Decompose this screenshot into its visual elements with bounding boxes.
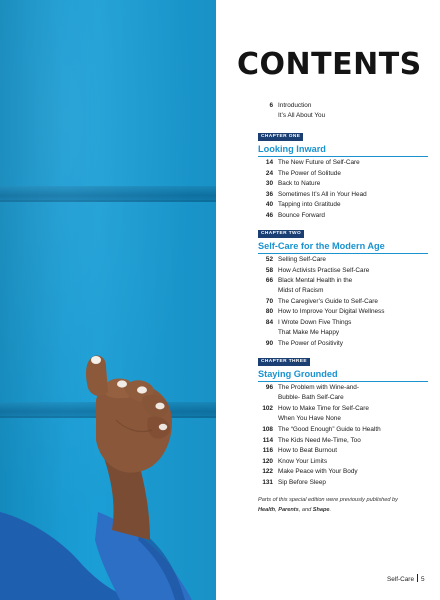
toc-entry[interactable] (258, 276, 428, 296)
toc-page-number: 46 (265, 211, 273, 219)
publication-name: Shape (312, 506, 330, 513)
hand-illustration (0, 0, 216, 600)
chapter-two-title[interactable]: Self-Care for the Modern Age (258, 241, 385, 251)
toc-entry-title-continued: Midst of Racism (278, 287, 324, 295)
toc-entry-title-continued: That Make Me Happy (278, 328, 340, 336)
folio-divider (417, 574, 418, 582)
fingernail (155, 403, 164, 410)
toc-entry[interactable] (258, 467, 428, 477)
toc-page-number: 58 (265, 266, 273, 274)
toc-entry[interactable] (258, 307, 428, 317)
toc-entry[interactable] (258, 169, 428, 179)
chapter-three-title[interactable]: Staying Grounded (258, 369, 338, 379)
toc-page-number: 114 (262, 436, 273, 444)
toc-page-number: 116 (262, 447, 273, 454)
toc-entry-title: How to Make Time for Self-Care (278, 405, 369, 412)
toc-page-number: 96 (265, 384, 273, 391)
toc-page-number: 80 (265, 308, 273, 315)
toc-entry[interactable] (258, 190, 428, 200)
chapter-two-tag: CHAPTER TWO (258, 230, 304, 238)
toc-page-number: 122 (262, 468, 273, 475)
cover-photo (0, 0, 216, 600)
toc-page-number: 30 (265, 180, 273, 187)
toc-entry-title: How to Beat Burnout (278, 447, 337, 454)
fingernail (117, 380, 127, 387)
toc-page-number: 102 (262, 405, 273, 412)
toc-entry[interactable] (258, 404, 428, 424)
fingernail (137, 386, 147, 393)
toc-page-number: 131 (262, 478, 273, 486)
toc-entry[interactable] (258, 297, 428, 307)
toc-entry[interactable] (258, 179, 428, 189)
toc-entry[interactable] (258, 211, 428, 221)
fingernail (91, 356, 101, 364)
toc-entry[interactable] (258, 383, 428, 403)
chapter-divider (258, 381, 428, 382)
toc-entry-title: The Power of Solitude (278, 169, 341, 177)
toc-page-number: 120 (262, 457, 273, 465)
toc-entry[interactable] (258, 255, 428, 265)
toc-entry-title: Tapping into Gratitude (278, 201, 341, 208)
chapter-three-tag: CHAPTER THREE (258, 358, 310, 366)
toc-entry-title: Back to Nature (278, 180, 321, 187)
toc-entry-title: Bounce Forward (278, 211, 325, 219)
toc-page-number: 84 (265, 318, 273, 326)
toc-entry-title: The Kids Need Me-Time, Too (278, 436, 361, 444)
chapter-divider (258, 253, 428, 254)
toc-entry-title: The “Good Enough” Guide to Health (278, 426, 381, 433)
toc-entry[interactable] (258, 339, 428, 349)
toc-page-number: 40 (265, 201, 273, 208)
toc-entry-title: Know Your Limits (278, 457, 328, 465)
folio-page-number: 5 (421, 576, 425, 583)
toc-page-number: 14 (265, 159, 273, 166)
publication-name: Health (258, 506, 276, 513)
chapter-one-tag: CHAPTER ONE (258, 133, 303, 141)
toc-entry-title: Sometimes It’s All in Your Head (278, 190, 367, 198)
toc-entry[interactable] (258, 158, 428, 168)
toc-entry-title: The Problem with Wine-and- (278, 384, 359, 391)
toc-entry-title-continued: When You Have None (278, 415, 341, 423)
toc-entry-subtitle: It’s All About You (278, 112, 326, 120)
chapter-one-title[interactable]: Looking Inward (258, 144, 326, 154)
toc-entry-title: How Activists Practise Self-Care (278, 266, 370, 274)
toc-entry[interactable] (258, 425, 428, 435)
toc-page-number: 90 (265, 339, 273, 347)
toc-page-number: 6 (269, 102, 273, 109)
toc-entry-intro[interactable] (258, 101, 428, 121)
toc-entry-title: I Wrote Down Five Things (278, 318, 352, 326)
fingernail (159, 424, 167, 430)
toc-page-number: 108 (262, 426, 273, 433)
toc-entry[interactable] (258, 200, 428, 210)
toc-page-number: 36 (265, 190, 273, 198)
toc-entry-title: Black Mental Health in the (278, 277, 353, 284)
publication-note: Parts of this special edition were previously published by Health, Parents, and Shape. (258, 497, 398, 513)
toc-entry-title: Make Peace with Your Body (278, 468, 358, 475)
toc-entry[interactable] (258, 266, 428, 276)
toc-entry-title: How to Improve Your Digital Wellness (278, 308, 385, 315)
toc-entry-title-continued: Bubble- Bath Self-Care (278, 394, 344, 402)
toc-entry-title: Introduction (278, 102, 312, 109)
toc-page-number: 66 (265, 277, 273, 284)
chapter-divider (258, 156, 428, 157)
toc-entry[interactable] (258, 478, 428, 488)
page-title: CONTENTS (237, 47, 422, 82)
publication-name: Parents (278, 506, 299, 513)
page-folio (387, 574, 425, 583)
toc-page-number: 52 (265, 256, 273, 263)
toc-entry-title: The New Future of Self-Care (278, 159, 360, 166)
toc-entry[interactable] (258, 457, 428, 467)
toc-entry[interactable] (258, 436, 428, 446)
toc-entry-title: Selling Self-Care (278, 256, 326, 263)
toc-page-number: 70 (265, 297, 273, 305)
toc-entry-title: Sip Before Sleep (278, 478, 326, 486)
toc-page-number: 24 (265, 169, 273, 177)
toc-entry[interactable] (258, 446, 428, 456)
folio-section: Self-Care (387, 576, 414, 583)
toc-entry[interactable] (258, 318, 428, 338)
toc-entry-title: The Power of Positivity (278, 339, 343, 347)
toc-entry-title: The Caregiver’s Guide to Self-Care (278, 297, 378, 305)
